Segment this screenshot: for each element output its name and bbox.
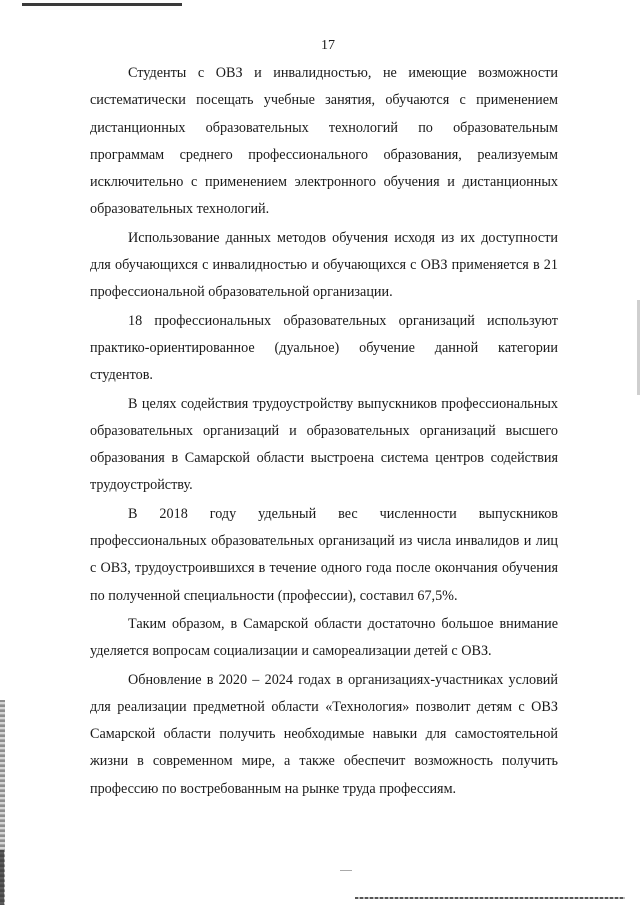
page-number: 17 <box>321 38 335 53</box>
paragraph-employment-centers: В целях содействия трудоустройству выпускников профессиональных образовательных организаций и образовательных организаций высшего образования в Самарской области выстроена система центров содействия трудоустройству. <box>90 395 558 494</box>
paragraph-technology-update: Обновление в 2020 – 2024 годах в организациях-участниках условий для реализации предметной области «Технология» позволит детям с ОВЗ Самарской области получить необходимые навыки для самостоятельной жизни в современном мире, а также обеспечит возможность получить профессию по востребованным на рынке труда профессиям. <box>90 671 558 797</box>
paragraph-conclusion: Таким образом, в Самарской области достаточно большое внимание уделяется вопросам социализации и самореализации детей с ОВЗ. <box>90 615 558 660</box>
paragraph-distance-learning: Студенты с ОВЗ и инвалидностью, не имеющие возможности систематически посещать учебные занятия, обучаются с применением дистанционных образовательных технологий по образовательным программам среднего профессионального образования, реализуемым исключительно с применением электронного обучения и дистанционных образовательных технологий. <box>90 65 558 218</box>
paragraph-employment-rate: В 2018 году удельный вес численности выпускников профессиональных образовательных организаций из числа инвалидов и лиц с ОВЗ, трудоустроившихся в течение одного года после окончания обучения по полученной специальности (профессии), составил 67,5%. <box>90 505 558 604</box>
scan-bottom-mark <box>340 870 352 871</box>
scan-bottom-rule <box>355 897 625 899</box>
text-body <box>90 60 558 803</box>
scan-top-rule <box>22 3 182 6</box>
paragraph-dual-education: 18 профессиональных образовательных организаций используют практико-ориентированное (дуальное) обучение данной категории студентов. <box>90 312 558 384</box>
scan-left-edge-shadow <box>0 850 4 905</box>
paragraph-methods-usage: Использование данных методов обучения исходя из их доступности для обучающихся с инвалидностью и обучающихся с ОВЗ применяется в 21 профессиональной образовательной организации. <box>90 229 558 301</box>
